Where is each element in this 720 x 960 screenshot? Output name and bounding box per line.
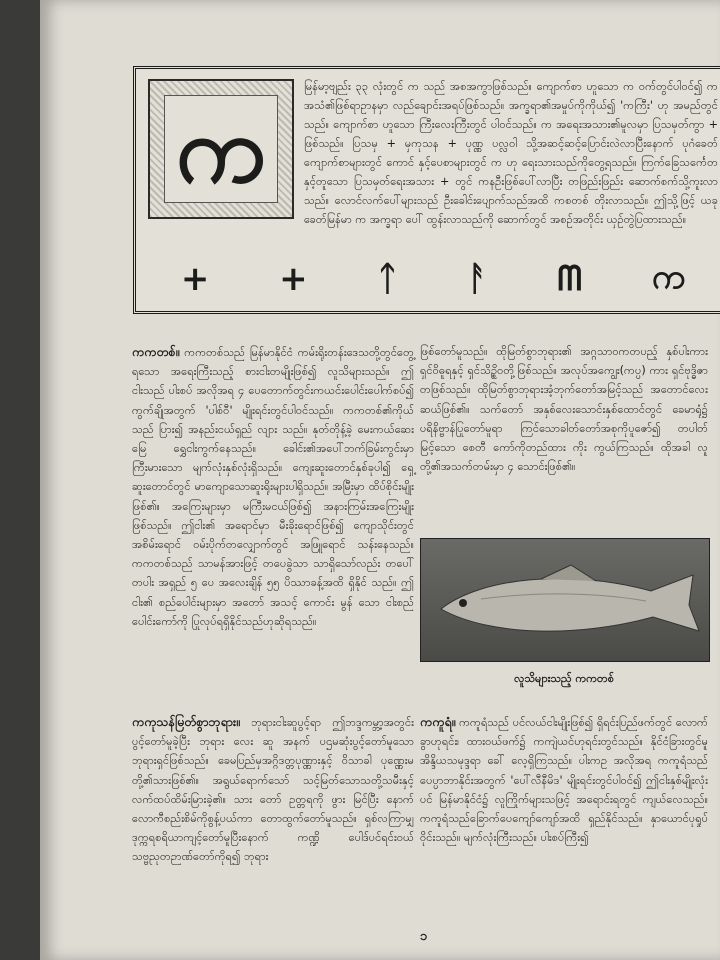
intro-text: မြန်မာ့ဗျည်း ၃၃ လုံးတွင် က သည် အစအကွာဖြစ်သည်။ ကျောက်စာ ဟူသော က ဝက်တွင်ပါဝင်၍ က အသံ၏ဖြစ်ရာဥာနမှာ လည်ချောင်းအရပ်ဖြစ်သည်။ အက္ခရာ၏အမှုပ်ကိုကိုယ်၍ 'ကကြီး' ဟု အမည်တွင်သည်။ ကျောက်စာ ဟူသော ကြီးလေးကြီးတွင် ပါဝင်သည်။ က အရေးအသား၏မူလမှာ ပြသမှတ်ကွာ + ဖြစ်သည်။ ပြသမှ + မှကုသန + ပုဏ္ဏ ပလ္လဝါ သို့အဆင့်ဆင့်ပြောင်းလဲလာပြီးနောက် ပုဂံခေတ်ကျောက်စာများတွင် ကောင် နှင့်ပေစာများတွင် က ဟု ရေးသားသည်ကိုတွေ့ရသည်။ ကြက်ခြေသင်္ကေတနှင့်တူသော ပြသမှတ်ရေးအသား + တွင် ကနဦးဖြစ်ပေါ်လာပြီး တဖြည်းဖြည်း ဆောက်စက်သို့ကူးလာသည်။ လောင်လက်ပေါ်များသည် ဦးခေါင်းပျောက်သည်အထိ ကစတစ် တိုးလာသည်။ ဤသို့ဖြင့် ယခုခေတ်မြန်မာ က အက္ခရာ ပေါ် ထွန်းလာသည်ကို ဆောက်တွင် အစဉ်အတိုင်း ယှဉ်တွဲပြထားသည်။ [304, 80, 718, 226]
right-column-top [420, 342, 708, 476]
left-column-top [132, 342, 414, 631]
left-column-bottom [132, 712, 414, 867]
entry-body: ကကူရံသည် ပင်လယ်ငါးမျိုးဖြစ်၍ ရှိရင်းပြည်ဖက်တွင် လောက်ခွာဟုရင်း၊ ထားဝယ်ဖက်၌ ကကျဲယင်ဟုရင်းတွင်သည်။ နိုင်ငံခြားတွင်မူ အိန္ဒိယသမုဒ္ဒရာ ခေါ် လေ့ရှိကြသည်။ ပါးကဥ အလိုအရ ကကူရံသည် ပေပ္ပာဘာနိုင်းအတွက် 'ပေါ်လီနီမိဒ' မျိုးရင်းတွင်ပါဝင်၍ ဤငါးနှစ်မျိုးလုံးပင် မြန်မာနိုင်ငံ၌ လူကြိုက်များသဖြင့် အရောင်းရတွင် ကျယ်လေသည်။ ကကူရံသည်ခြောက်ပေကျော်ကျော်အထိ ရှည်နိုင်သည်။ နှာယောင်ပုရှုပ် ဝိုင်းသည်။ မျက်လုံးကြီးသည်။ ပါးစပ်ကြီး၍ [420, 716, 708, 845]
ornamental-dropcap [148, 79, 294, 219]
script-glyph-2: + [279, 259, 308, 299]
article-kakuyan [420, 712, 708, 847]
entry-heading: ကကတစ်။ [132, 344, 180, 359]
fish-illustration [421, 539, 709, 661]
photo-caption: လူသိများသည့် ကကတစ် [514, 672, 614, 685]
dropcap-letter: က [164, 95, 278, 203]
entry-body: ဘုရားငါးဆူပွင့်ရာ ဤဘဒ္ဒကမ္ဘာ့အတွင်း ပွင့်တော်မူခဲ့ပြီး ဘုရား လေး ဆူ အနက် ပဌမဆုံးပွင့်တော်မူသော ဘုရားရှင်ဖြစ်သည်။ ခေမပြည်မှအဂ္ဂိဒတ္တပုဏ္ဏားနှင့် ဝိသာခါ ပုဏ္ဏေးမတို့၏သားဖြစ်၏။ အရွယ်ရောက်သော် သင့်မြတ်သောသတို့သမီးနှင့် လက်ထပ်ထိမ်းမြားခဲ့၏။ သား တော် ဥတ္တရကို ဖွား မြင်ပြီး နောက် လောကီစည်းစိမ်ကိုစွန့်ပယ်ကာ တောထွက်တော်မူသည်။ ရှစ်လကြာမျှ ဒုက္ကရစရိယာကျင့်တော်မူပြီးနောက် ကဏ္ဍိ ပေါဒ်ပင်ရင်းဝယ်သဗ္ဗညုတဉာဏ်တော်ကိုရ၍ ဘုရား [132, 716, 414, 864]
script-glyph-1: + [180, 259, 210, 299]
script-glyph-5: ᗰ [557, 259, 583, 299]
entry-heading: ကကုသန်မြတ်စွာဘုရား။ [132, 714, 240, 729]
script-glyph-4: ᚨ [467, 259, 488, 299]
article-continuation: ဖြစ်တော်မူသည်။ ထိုမြတ်စွာဘုရား၏ အဂ္ဂသာဝကတပည့် နှစ်ပါးကား ရှင်ဝိဓူရနှင့် ရှင်သိဉ္စိဝတို့ဖြစ်သည်။ အလုပ်အကျွေး(ကပ္ပ) ကား ရှင်ဗုဒ္ဓိဇာတဖြစ်သည်။ ထိုမြတ်စွာဘုရားအံ့ဘုက်တော်အမြင့်သည် အတောင်လေးဆယ်ဖြစ်၏။ သက်တော် အနှစ်လေးသောင်းနှစ်ထောင်တွင် ခေမာရုံ၌ ပရိနိဗ္ဗာန်ပြုတော်မူရာ ကြင်သောခါတ်တော်အစုကိုပူဇော်၍ တပါတ်မြင့်သော စေတီ ကော်ကိုတည်ထား ကိုး ကွယ်ကြသည်။ ထိုအခါ လူတို့၏အသက်တမ်းမှာ ၄ သောင်းဖြစ်၏။ [420, 345, 708, 474]
book-page [40, 0, 720, 960]
fish-photo [420, 538, 710, 662]
article-kakatit [132, 342, 414, 631]
entry-heading: ကကူရံ။ [420, 714, 456, 729]
intro-frame [133, 66, 720, 314]
script-glyph-3: ᛏ [377, 259, 398, 299]
right-column-bottom [420, 712, 708, 847]
entry-body: ကကတစ်သည် မြန်မာနိုင်ငံ ကမ်းရိုးတန်းဒေသတို့တွင်တွေ့ရသော အရေးကြီးသည့် စားငါးတမျိုးဖြစ်၍ လူသိများသည်။ ဤငါးသည် ပါးစပ် အလိုအရ ၄ ပေတောက်တွင်းကယင်းပေါင်းပေါက်စပ်၍ ကွက်ချိုအတွက် 'ပါစ်ဝီ' မျိုးရင်းတွင်ပါဝင်သည်။ ကကတစ်၏ကိုယ်သည် ပြား၍ အနည်းငယ်ရှည် လျား သည်။ နုတ်တိုန့်ခဲ့ မေးကယ်ဆေးမြေ ရွှေငါးကွက်နေသည်။ ခေါင်း၏အပေါ်ဘက်ခြမ်းကွင်းမှာ ကြီးမားသော မျက်လုံးနှစ်လုံးရှိသည်။ ကျေးဆူးတောင်နှစ်ခုပါ၍ ရှေ့ဆူးတောင်တွင် မာကျောသောဆူးရိုးများပါရှိသည်။ အမြီးမှာ ထိပ်စိုင်းမျိုးဖြစ်၏။ အကြေးများမှာ မကြီးမငယ်ဖြစ်၍ အနားကြမ်းအကြေးမျိုးဖြစ်သည်။ ဤငါး၏ အရောင်မှာ မီးခိုးရောင်ဖြစ်၍ ကျောသိုင်းတွင် အစိမ်းရောင် ဝမ်းပိုက်တလျှောက်တွင် အဖြူရောင် သန်းနေသည်။ ကကတစ်သည် သာမန်အားဖြင့် တပေခွဲသာ သာရှိသော်လည်း တပေါ်တပါး အရှည် ၅ ပေ အလေးချိန် ၅၅ ပိဿာခန့်အထိ ရှိနိုင် သည်။ ဤငါး၏ စည်ပေါင်းများမှာ အတော် အသင့် ကောင်း မွန် သော ငါးစည်ပေါင်းကော်ကို ပြုလုပ်ရရှိနိုင်သည်ဟုဆိုရသည်။ [132, 346, 414, 628]
script-glyph-6: က [651, 256, 686, 297]
script-evolution-row [146, 257, 720, 301]
page-number: ၁ [420, 929, 428, 944]
article-kakusan [132, 712, 414, 867]
